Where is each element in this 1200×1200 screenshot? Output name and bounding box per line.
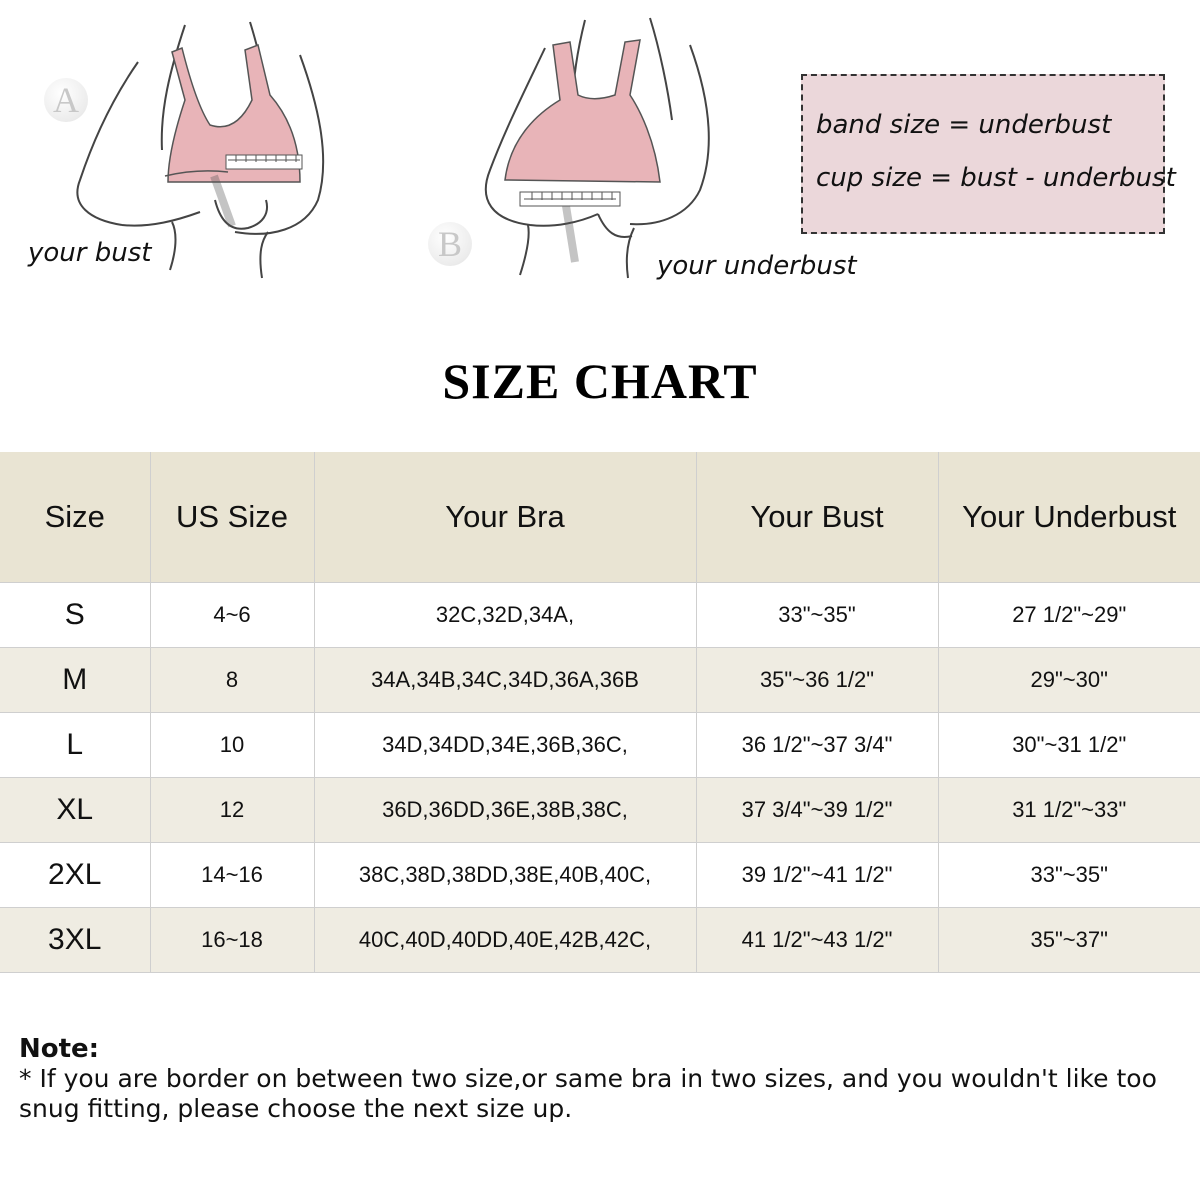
- table-row: [0, 842, 1200, 907]
- table-header-row: [0, 452, 1200, 582]
- cell-size: 2XL: [48, 857, 102, 891]
- chart-title: SIZE CHART: [442, 353, 758, 409]
- cell-size: 3XL: [48, 922, 102, 956]
- cell-your-bust: 36 1/2"~37 3/4": [696, 712, 938, 777]
- cell-your-bust: 35"~36 1/2": [696, 647, 938, 712]
- cell-size: XL: [56, 792, 94, 826]
- column-header-your-bust: Your Bust: [696, 452, 938, 582]
- table-row: [0, 647, 1200, 712]
- formula-box: [801, 74, 1176, 234]
- cell-your-underbust: 29"~30": [938, 647, 1200, 712]
- cell-your-bra: 36D,36DD,36E,38B,38C,: [314, 777, 696, 842]
- figure-a-bra: [165, 45, 302, 226]
- cell-us-size: 10: [150, 712, 314, 777]
- column-header-your-underbust: Your Underbust: [938, 452, 1200, 582]
- cell-us-size: 12: [150, 777, 314, 842]
- cell-your-bra: 32C,32D,34A,: [314, 582, 696, 647]
- column-header-your-bra: Your Bra: [314, 452, 696, 582]
- table-row: [0, 907, 1200, 972]
- cell-your-underbust: 35"~37": [938, 907, 1200, 972]
- table-row: [0, 582, 1200, 647]
- note-title: Note:: [19, 1034, 100, 1064]
- cell-your-underbust: 30"~31 1/2": [938, 712, 1200, 777]
- cell-your-bust: 33"~35": [696, 582, 938, 647]
- cell-size: M: [62, 662, 88, 696]
- cell-us-size: 16~18: [150, 907, 314, 972]
- cell-your-bra: 34A,34B,34C,34D,36A,36B: [314, 647, 696, 712]
- column-header-us-size: US Size: [150, 452, 314, 582]
- cell-us-size: 4~6: [150, 582, 314, 647]
- cell-your-bust: 39 1/2"~41 1/2": [696, 842, 938, 907]
- cup-size-formula: cup size = bust - underbust: [816, 163, 1176, 193]
- note-section: [19, 1034, 1194, 1124]
- cell-your-bust: 41 1/2"~43 1/2": [696, 907, 938, 972]
- figure-a-letter: A: [44, 78, 88, 122]
- band-size-formula: band size = underbust: [816, 110, 1112, 140]
- table-row: [0, 712, 1200, 777]
- cell-us-size: 14~16: [150, 842, 314, 907]
- cell-your-bra: 40C,40D,40DD,40E,42B,42C,: [314, 907, 696, 972]
- cell-your-underbust: 27 1/2"~29": [938, 582, 1200, 647]
- figure-a-caption: your bust: [28, 238, 152, 268]
- cell-us-size: 8: [150, 647, 314, 712]
- cell-your-underbust: 31 1/2"~33": [938, 777, 1200, 842]
- cell-your-bust: 37 3/4"~39 1/2": [696, 777, 938, 842]
- note-text: * If you are border on between two size,or same bra in two sizes, and you wouldn't like too snug fitting, please choose the next size up.: [19, 1064, 1157, 1123]
- figure-b-letter: B: [428, 222, 472, 266]
- cell-your-underbust: 33"~35": [938, 842, 1200, 907]
- figure-b-caption: your underbust: [657, 251, 857, 281]
- cell-your-bra: 38C,38D,38DD,38E,40B,40C,: [314, 842, 696, 907]
- cell-size: L: [66, 727, 84, 761]
- column-header-size: Size: [0, 452, 150, 582]
- table-row: [0, 777, 1200, 842]
- size-table: [0, 452, 1200, 973]
- cell-size: S: [64, 597, 85, 631]
- cell-your-bra: 34D,34DD,34E,36B,36C,: [314, 712, 696, 777]
